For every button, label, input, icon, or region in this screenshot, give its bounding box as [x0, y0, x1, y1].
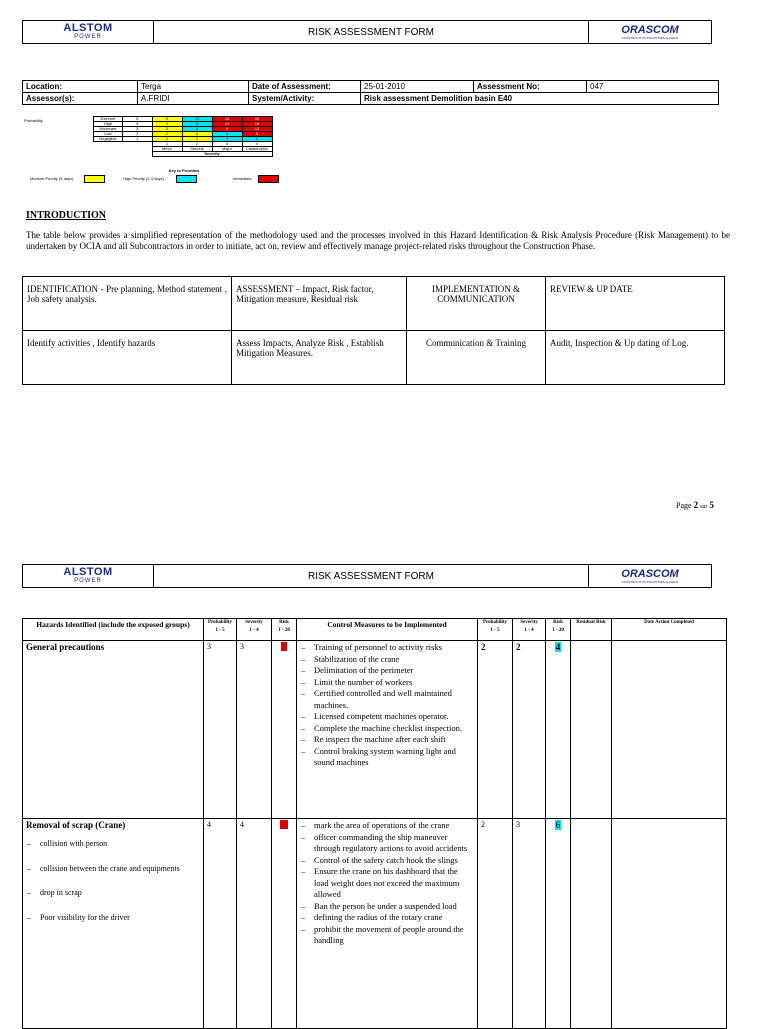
- matrix-cell: 2: [152, 132, 182, 137]
- list-item: – Control of the safety catch hook the slings: [300, 855, 474, 867]
- hazard-title: Removal of scrap (Crane): [26, 820, 126, 830]
- matrix-severity-number: 4: [242, 142, 272, 147]
- residual-risk-cell: [571, 641, 612, 819]
- location-label: Location:: [23, 81, 138, 93]
- matrix-severity-axis: Severity: [152, 152, 272, 157]
- risk2-cell: [546, 641, 571, 819]
- matrix-cell: 2: [182, 137, 212, 142]
- phase-assessment-detail: Assess Impacts, Analyze Risk , Establish Mitigation Measures.: [232, 331, 407, 385]
- col-risk2-label: Risk: [553, 620, 563, 625]
- col-residual-risk: Residual Risk: [571, 619, 612, 641]
- date-completed-cell: [612, 819, 727, 1029]
- key-high-label: High Priority (2-3 days): [123, 176, 164, 181]
- list-item: – prohibit the movement of people around the handling: [300, 924, 474, 947]
- matrix-cell: 12: [212, 122, 242, 127]
- col-probability-label: Probability: [207, 620, 233, 625]
- col-hazards: Hazards Identified (include the exposed groups): [23, 619, 204, 641]
- list-item: – Poor visibility for the driver: [26, 912, 200, 924]
- location-value: Terga: [138, 81, 249, 93]
- list-item: – Ban the person be under a suspended load: [300, 901, 474, 913]
- form-title-page2: RISK ASSESSMENT FORM: [154, 565, 589, 587]
- assessors-value: A.FRIDI: [138, 93, 249, 105]
- page-total: 5: [709, 500, 714, 510]
- control-measures-cell: [297, 641, 478, 819]
- assessment-no-value: 047: [587, 81, 719, 93]
- system-value: Risk assessment Demolition basin E40: [361, 93, 719, 105]
- col-date-completed: Date Action Completed: [612, 619, 727, 641]
- col-risk: [272, 619, 297, 641]
- list-item: – Stabilization of the crane: [300, 654, 474, 666]
- list-item: – mark the area of operations of the crane: [300, 820, 474, 832]
- phase-implementation: IMPLEMENTATION & COMMUNICATION: [407, 277, 546, 331]
- phase-identification-detail: Identify activities , Identify hazards: [23, 331, 232, 385]
- col-severity2: [513, 619, 546, 641]
- list-item: – Limit the number of workers: [300, 677, 474, 689]
- matrix-cell: 1: [152, 137, 182, 142]
- alstom-logo: [23, 21, 154, 43]
- col-probability2-label: Probability: [482, 620, 508, 625]
- page-prefix: Page: [676, 501, 692, 510]
- list-item: – officer commanding the ship maneuver through regulatory actions to avoid accidents: [300, 832, 474, 855]
- col-severity-label: Severity: [245, 620, 263, 625]
- col-risk-label: Risk: [279, 620, 289, 625]
- key-high-swatch: [176, 175, 197, 183]
- list-item: – Delimitation of the perimeter: [300, 665, 474, 677]
- matrix-row-number: 1: [123, 137, 153, 142]
- matrix-cell: 8: [182, 122, 212, 127]
- matrix-cell: 3: [152, 127, 182, 132]
- matrix-cell: 16: [242, 122, 272, 127]
- matrix-cell: 9: [212, 127, 242, 132]
- probability-cell: 3: [204, 641, 237, 819]
- intro-heading: INTRODUCTION: [26, 210, 107, 221]
- severity2-cell: 2: [513, 641, 546, 819]
- alstom-logo-sub: POWER: [74, 34, 102, 40]
- matrix-cell: 15: [212, 117, 242, 122]
- severity2-cell: 3: [513, 819, 546, 1029]
- risk2-value: 6: [555, 820, 561, 830]
- form-title: RISK ASSESSMENT FORM: [154, 21, 589, 43]
- page-number: [676, 500, 714, 510]
- risk-value: 16: [280, 820, 288, 828]
- list-item: – Ensure the crane on his dashboard that the load weight does not exceed the maximum allowed: [300, 866, 474, 901]
- probability2-cell: 2: [478, 819, 513, 1029]
- matrix-severity-label: Major: [212, 147, 242, 152]
- matrix-cell: 4: [182, 132, 212, 137]
- matrix-key-title: Key to Priorities: [168, 168, 200, 173]
- risk2-value: 4: [555, 642, 561, 652]
- col-probability2-range: 1 - 5: [490, 628, 500, 633]
- matrix-cell: 4: [242, 137, 272, 142]
- matrix-severity-label: Serious: [182, 147, 212, 152]
- list-item: – Licensed competent machines operator.: [300, 711, 474, 723]
- matrix-cell: 6: [212, 132, 242, 137]
- col-severity-range: 1 - 4: [249, 628, 259, 633]
- col-probability: [204, 619, 237, 641]
- phase-review: REVIEW & UP DATE: [546, 277, 725, 331]
- list-item: – Complete the machine checklist inspection.: [300, 723, 474, 735]
- matrix-row-number: 3: [123, 127, 153, 132]
- probability-cell: 4: [204, 819, 237, 1029]
- orascom-logo-sub: CONSTRUCTION INDUSTRIES ALGERIA: [621, 35, 679, 40]
- matrix-cell: 10: [182, 117, 212, 122]
- col-risk2: [546, 619, 571, 641]
- matrix-row-number: 4: [123, 122, 153, 127]
- matrix-cell: 20: [242, 117, 272, 122]
- matrix-cell: 3: [212, 137, 242, 142]
- severity-cell: 3: [237, 641, 272, 819]
- matrix-severity-number: 2: [182, 142, 212, 147]
- matrix-cell: 5: [152, 117, 182, 122]
- key-medium-swatch: [84, 175, 105, 183]
- page-current: 2: [693, 500, 699, 510]
- matrix-row-label: Moderate: [94, 127, 123, 132]
- col-probability-range: 1 - 5: [215, 628, 225, 633]
- date-label: Date of Assessment:: [249, 81, 361, 93]
- assessment-no-label: Assessment No:: [474, 81, 587, 93]
- matrix-key: [30, 175, 290, 183]
- risk2-cell: [546, 819, 571, 1029]
- key-medium-label: Medium Priority (5 days): [30, 176, 74, 181]
- alstom-logo-text: ALSTOM: [63, 22, 113, 34]
- matrix-severity-label: Catastrophic: [242, 147, 272, 152]
- matrix-row-number: 2: [123, 132, 153, 137]
- hazard-table: [22, 618, 727, 1029]
- sub-hazards-list: [26, 838, 200, 923]
- hazard-cell: [23, 819, 204, 1029]
- matrix-row-label: Negligible: [94, 137, 123, 142]
- orascom-logo-page2: [589, 565, 711, 587]
- list-item: – Training of personnel to activity risks: [300, 642, 474, 654]
- list-item: – Control braking system warning light and sound machines: [300, 746, 474, 769]
- orascom-logo-sub-page2: CONSTRUCTION INDUSTRIES ALGERIA: [621, 579, 679, 584]
- control-measures-cell: [297, 819, 478, 1029]
- alstom-logo-text-page2: ALSTOM: [63, 566, 113, 578]
- assessment-info-table: [22, 80, 719, 105]
- risk-matrix: [93, 116, 273, 157]
- list-item: – drop in scrap: [26, 887, 200, 899]
- matrix-row-label: Low: [94, 132, 123, 137]
- page-sep: sur: [700, 504, 708, 510]
- intro-text: The table below provides a simplified representation of the methodology used and the processes involved in this Hazard Identification & Risk Analysis Procedure (Risk Management) to be undertaken by OCIA and all Subcontractors in order to initiate, act on, review and effectively manage project-related risks throughout the Construction Phase.: [26, 230, 730, 251]
- col-severity2-range: 1 - 4: [524, 628, 534, 633]
- matrix-cell: 8: [242, 132, 272, 137]
- hazard-cell: [23, 641, 204, 819]
- orascom-logo: [589, 21, 711, 43]
- matrix-row-label: Extreme: [94, 117, 123, 122]
- assessors-label: Assessor(s):: [23, 93, 138, 105]
- key-immediate-swatch: [258, 175, 279, 183]
- list-item: – defining the radius of the rotary crane: [300, 912, 474, 924]
- system-label: System/Activity:: [249, 93, 361, 105]
- list-item: – Re inspect the machine after each shift: [300, 734, 474, 746]
- matrix-row-number: 5: [123, 117, 153, 122]
- list-item: – collision between the crane and equipments: [26, 863, 200, 875]
- matrix-severity-number: 1: [152, 142, 182, 147]
- col-severity: [237, 619, 272, 641]
- date-value: 25-01-2010: [361, 81, 474, 93]
- col-control-measures: Control Measures to be Implemented: [297, 619, 478, 641]
- matrix-cell: 12: [242, 127, 272, 132]
- alstom-logo-sub-page2: POWER: [74, 578, 102, 584]
- hazard-title: General precautions: [26, 642, 105, 652]
- table-row: [23, 641, 727, 819]
- date-completed-cell: [612, 641, 727, 819]
- residual-risk-cell: [571, 819, 612, 1029]
- table-row: [23, 819, 727, 1029]
- matrix-probability-axis: Probability: [24, 118, 43, 123]
- list-item: – collision with person: [26, 838, 200, 850]
- form-header-page2: [22, 564, 712, 588]
- list-item: – Certified controlled and well maintained machines.: [300, 688, 474, 711]
- col-probability2: [478, 619, 513, 641]
- control-measures-list: [300, 642, 474, 769]
- key-immediate-label: Immediate: [233, 176, 252, 181]
- col-risk-range: 1 - 20: [278, 628, 290, 633]
- matrix-severity-number: 3: [212, 142, 242, 147]
- matrix-cell: 4: [152, 122, 182, 127]
- matrix-severity-label: Minor: [152, 147, 182, 152]
- alstom-logo-page2: [23, 565, 154, 587]
- phase-review-detail: Audit, Inspection & Up dating of Log.: [546, 331, 725, 385]
- methodology-table: [22, 276, 725, 385]
- phase-implementation-detail: Communication & Training: [407, 331, 546, 385]
- orascom-logo-text: ORASCOM: [621, 23, 679, 36]
- severity-cell: 4: [237, 819, 272, 1029]
- phase-identification: IDENTIFICATION - Pre planning, Method statement , Job safety analysis.: [23, 277, 232, 331]
- matrix-cell: 6: [182, 127, 212, 132]
- form-header-top: [22, 20, 712, 44]
- control-measures-list: [300, 820, 474, 947]
- col-severity2-label: Severity: [520, 620, 538, 625]
- risk-value: 9: [282, 642, 286, 650]
- col-risk2-range: 1 - 20: [552, 628, 564, 633]
- risk-cell: [272, 819, 297, 1029]
- risk-cell: [272, 641, 297, 819]
- probability2-cell: 2: [478, 641, 513, 819]
- orascom-logo-text-page2: ORASCOM: [621, 567, 679, 580]
- phase-assessment: ASSESSMENT – Impact, Risk factor, Mitigation measure, Residual risk: [232, 277, 407, 331]
- matrix-row-label: High: [94, 122, 123, 127]
